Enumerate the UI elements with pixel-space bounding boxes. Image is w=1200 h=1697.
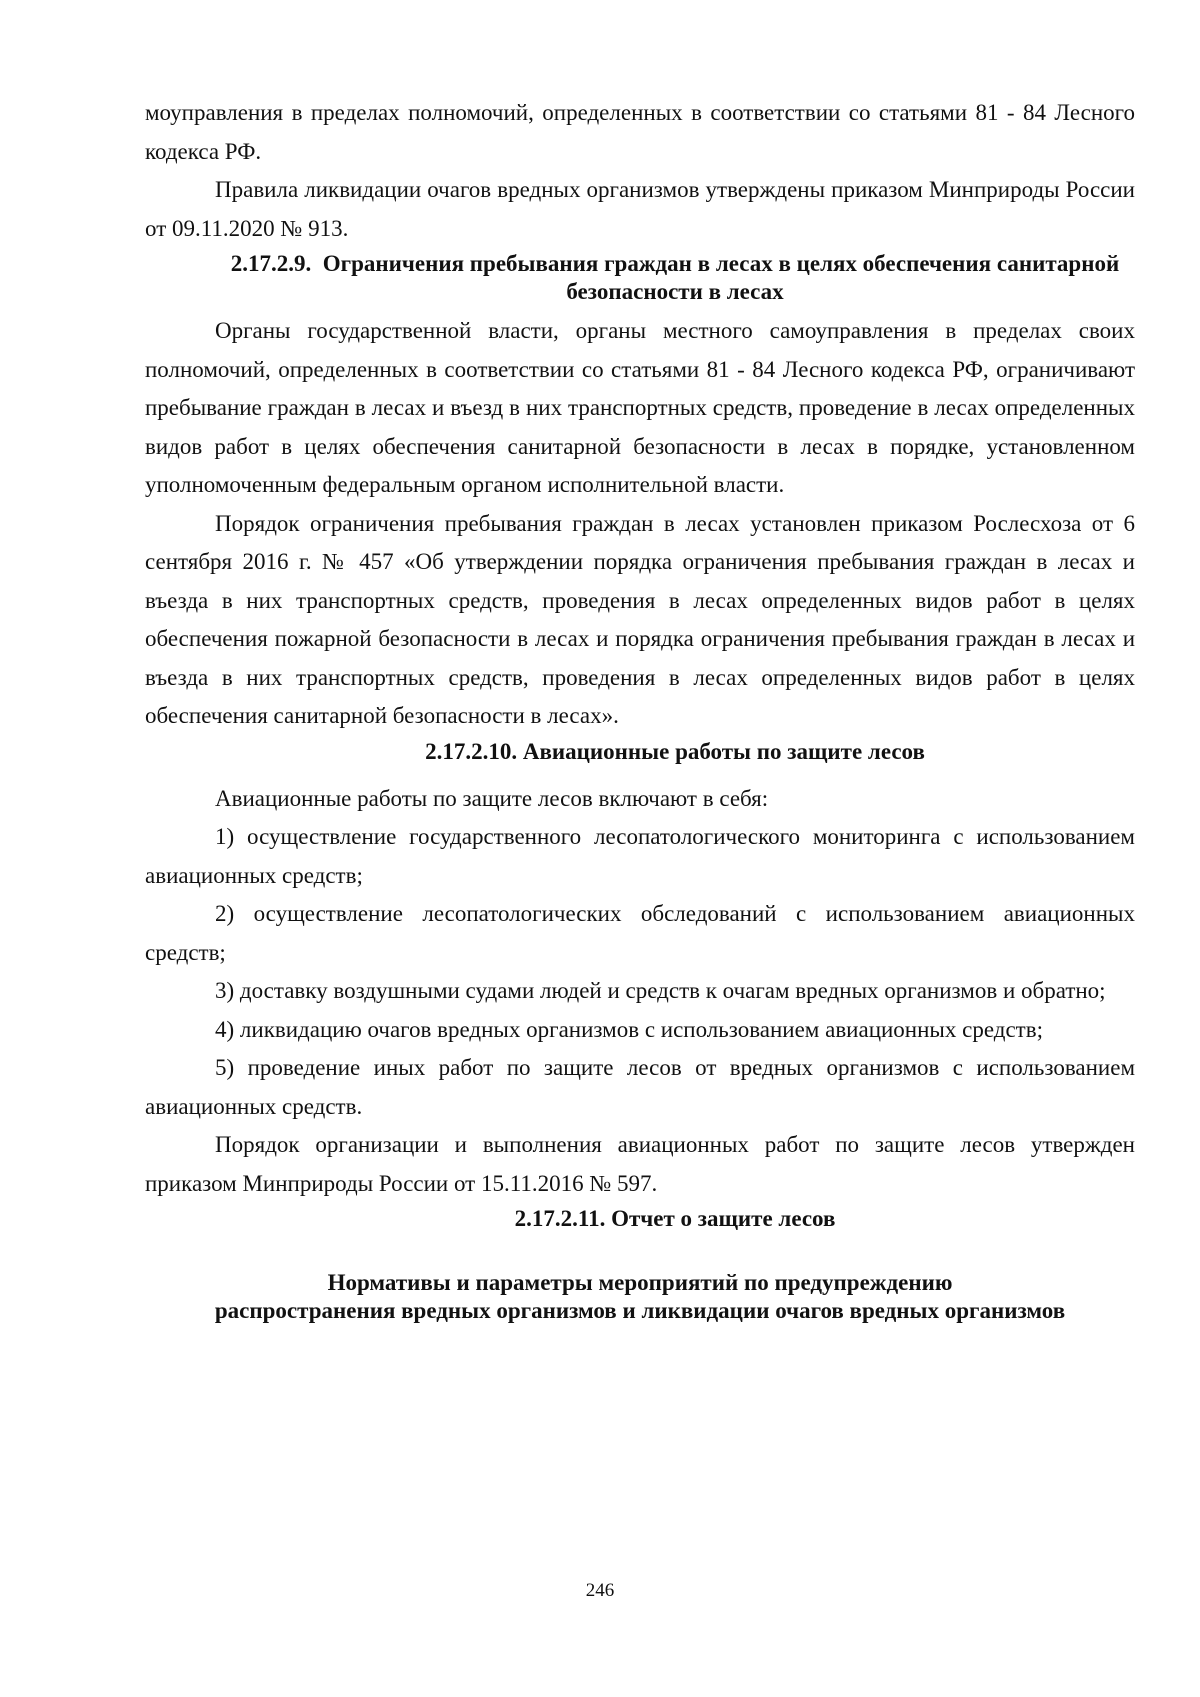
paragraph-aviation-order: Порядок организации и выполнения авиационных работ по защите лесов утвержден приказом Минприроды России от 15.11.2016 № 597. [145,1132,1135,1196]
paragraph-continuation: моуправления в пределах полномочий, определенных в соответствии со статьями 81 - 84 Лесного кодекса РФ. [145,100,1135,164]
paragraph-authorities-restrictions: Органы государственной власти, органы местного самоуправления в пределах своих полномочий, определенных в соответствии со статьями 81 - 84 Лесного кодекса РФ, ограничивают пребывание граждан в лесах и въезд в них транспортных средств, проведение в лесах определенных видов работ в целях обеспечения санитарной безопасности в лесах в порядке, установленном уполномоченным федеральным органом исполнительной власти. [145,318,1135,497]
section-heading-2-17-2-9: 2.17.2.9. Ограничения пребывания граждан в лесах в целях обеспечения санитарной безопасности в лесах [230,251,1120,304]
subheading-line-2: распространения вредных организмов и ликвидации очагов вредных организмов [214,1298,1066,1323]
subheading-line-1: Нормативы и параметры мероприятий по предупреждению [327,1270,953,1295]
document-page [145,94,1135,1325]
paragraph-aviation-intro: Авиационные работы по защите лесов включают в себя: [215,785,769,811]
list-item-aviation-1: 1) осуществление государственного лесопатологического мониторинга с использованием авиационных средств; [145,824,1135,888]
paragraph-restriction-order: Порядок ограничения пребывания граждан в лесах установлен приказом Рослесхоза от 6 сентября 2016 г. № 457 «Об утверждении порядка ограничения пребывания граждан в лесах и въезда в них транспортных средств, проведения в лесах определенных видов работ в целях обеспечения пожарной безопасности в лесах и порядка ограничения пребывания граждан в лесах и въезда в них транспортных средств, проведения в лесах определенных видов работ в целях обеспечения санитарной безопасности в лесах». [145,510,1135,728]
page-number: 246 [585,1580,615,1601]
list-item-aviation-4: 4) ликвидацию очагов вредных организмов с использованием авиационных средств; [215,1016,1043,1042]
paragraph-pest-liquidation-rules: Правила ликвидации очагов вредных организмов утверждены приказом Минприроды России от 09.11.2020 № 913. [145,177,1135,241]
section-heading-2-17-2-10: 2.17.2.10. Авиационные работы по защите лесов [425,738,925,764]
list-item-aviation-3: 3) доставку воздушными судами людей и средств к очагам вредных организмов и обратно; [215,978,1106,1003]
list-item-aviation-2: 2) осуществление лесопатологических обследований с использованием авиационных средств; [145,901,1135,965]
section-heading-2-17-2-11: 2.17.2.11. Отчет о защите лесов [514,1206,836,1231]
list-item-aviation-5: 5) проведение иных работ по защите лесов от вредных организмов с использованием авиационных средств. [145,1055,1135,1119]
